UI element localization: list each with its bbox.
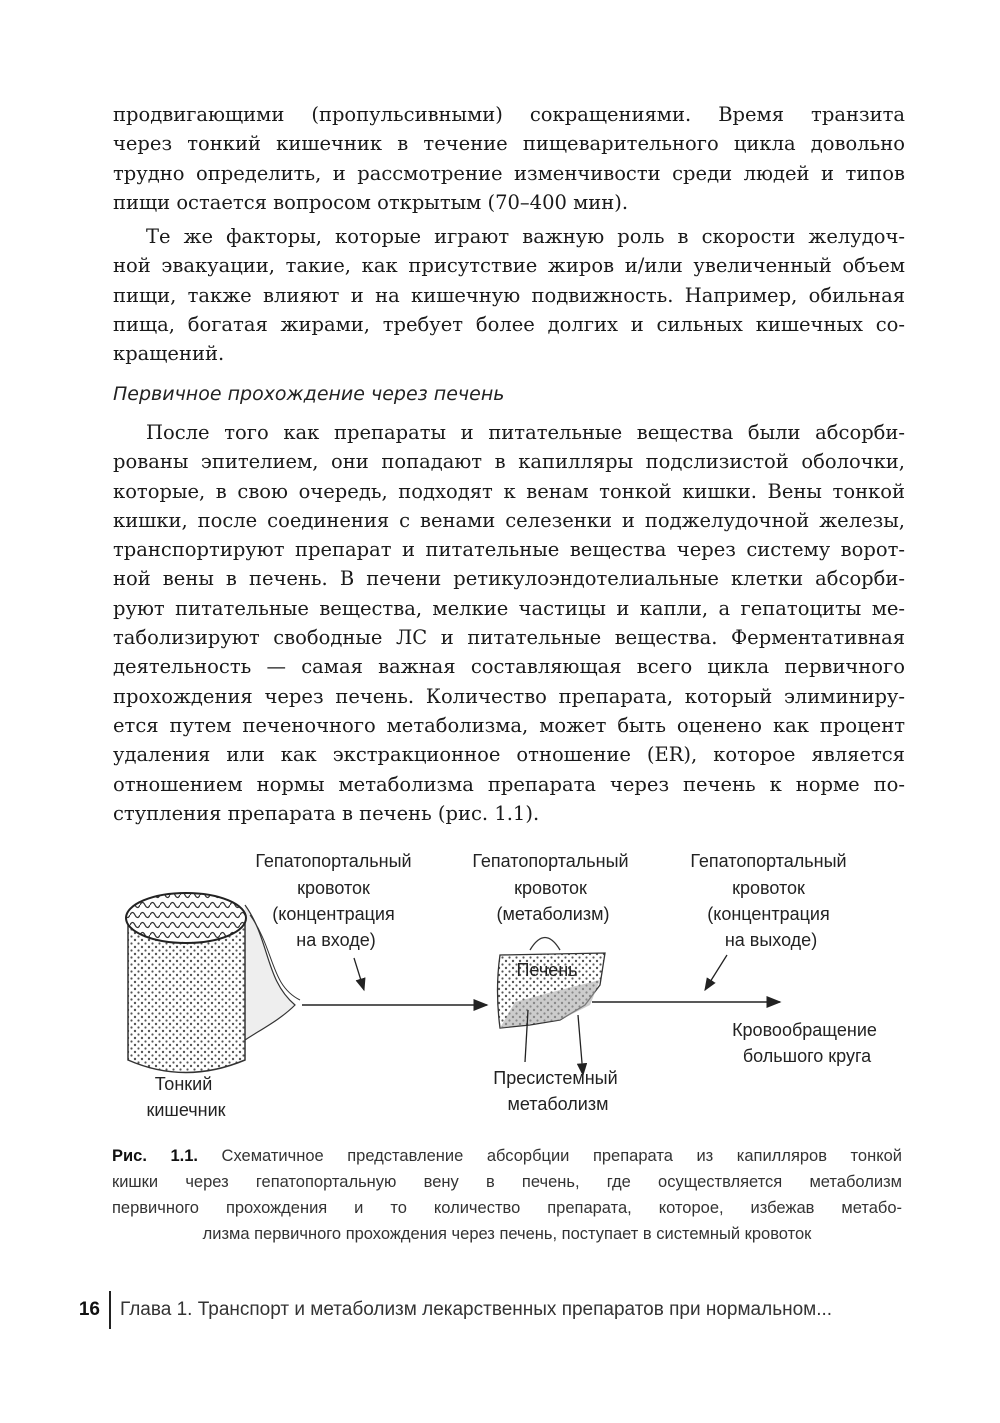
text-line: руют питательные вещества, мелкие частицы и капли, а гепатоциты ме-: [113, 596, 905, 620]
caption-label: Рис. 1.1.: [112, 1147, 198, 1165]
text-line: деятельность — самая важная составляющая всего цикла первичного: [113, 655, 905, 679]
text-line: удаления или как экстракционное отношение (ER), которое является: [113, 743, 905, 767]
text-line: ступления препарата в печень (рис. 1.1).: [113, 801, 540, 825]
text-line: трудно определить, и рассмотрение изменчивости среди людей и типов: [113, 161, 905, 185]
text-line: продвигающими (пропульсивными) сокращениями. Время транзита: [113, 103, 905, 126]
text-line: кишки, после соединения с венами селезенки и поджелудочной железы,: [113, 508, 905, 532]
section-heading: Первичное прохождение через печень: [113, 383, 505, 405]
text-line: транспортируют препарат и питательные вещества через систему ворот-: [113, 538, 905, 562]
text-line: Те же факторы, которые играют важную роль в скорости желудоч-: [146, 225, 905, 248]
circulation-label: Кровообращение большого круга: [732, 1020, 877, 1066]
text-line: пища, богатая жирами, требует более долгих и сильных кишечных со-: [113, 312, 905, 336]
text-line: которые, в свою очередь, подходят к венам тонкой кишки. Вены тонкой: [113, 479, 905, 503]
text-line: через тонкий кишечник в течение пищеварительного цикла довольно: [113, 132, 905, 156]
caption-line: первичного прохождения и то количество препарата, которое, избежав метабо-: [112, 1199, 902, 1217]
caption-line: [112, 1143, 902, 1169]
text-line: ной эвакуации, такие, как присутствие жиров и/или увеличенный объем: [113, 254, 905, 278]
text-line: пищи остается вопросом открытым (70–400 мин).: [113, 190, 629, 214]
figure-caption: [112, 1143, 902, 1247]
text-line: После того как препараты и питательные вещества были абсорби-: [146, 421, 905, 444]
running-title: Глава 1. Транспорт и метаболизм лекарственных препаратов при нормальном...: [120, 1299, 833, 1320]
outflow-label: Гепатопортальный кровоток (концентрация на выходе): [690, 851, 847, 950]
text-line: отношением нормы метаболизма препарата через печень к норме по-: [113, 772, 905, 796]
inflow-pointer-arrow: [354, 958, 364, 990]
text-line: ной вены в печень. В печени ретикулоэндотелиальные клетки абсорби-: [113, 567, 905, 591]
metabolism-label: Гепатопортальный кровоток (метаболизм): [472, 851, 629, 924]
intestine-label: Тонкий кишечник: [146, 1074, 226, 1120]
text-line: прохождения через печень. Количество препарата, который элиминиру-: [113, 684, 905, 708]
text-line: ется путем печеночного метаболизма, может быть оценено как процент: [113, 713, 905, 737]
text-line: рованы эпителием, они попадают в капилляры подслизистой оболочки,: [113, 450, 905, 474]
text-line: пищи, также влияют и на кишечную подвижность. Например, обильная: [113, 283, 905, 307]
presystemic-arrow: [578, 1015, 583, 1075]
liver-label: Печень: [516, 960, 578, 980]
liver-illustration: [498, 938, 606, 1029]
footer-divider: [109, 1291, 111, 1329]
caption-line: кишки через гепатопортальную вену в печень, где осуществляется метаболизм: [112, 1173, 902, 1191]
inflow-label: Гепатопортальный кровоток (концентрация на входе): [255, 851, 412, 950]
page-number: 16: [78, 1299, 100, 1320]
caption-line: лизма первичного прохождения через печень, поступает в системный кровоток: [202, 1225, 812, 1243]
text-line: таболизируют свободные ЛС и питательные вещества. Ферментативная: [113, 626, 905, 650]
presystemic-label: Пресистемный метаболизм: [493, 1068, 618, 1114]
page-footer: [60, 1291, 832, 1329]
caption-text: Схематичное представление абсорбции препарата из капилляров тонкой: [197, 1147, 902, 1165]
outflow-pointer-arrow: [705, 955, 727, 990]
text-line: кращений.: [113, 342, 225, 366]
